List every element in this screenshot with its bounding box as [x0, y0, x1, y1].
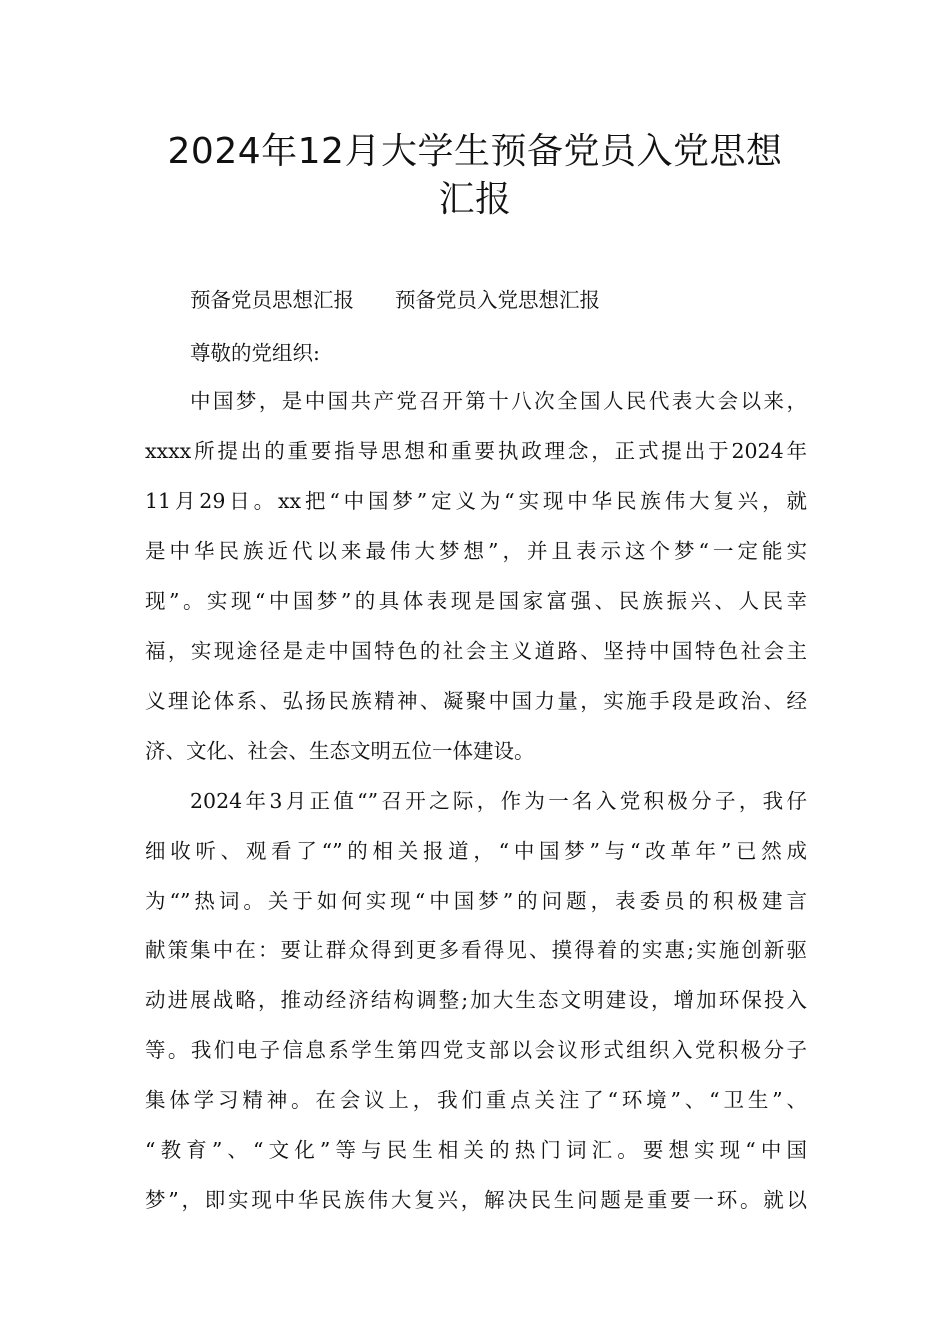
title-line-2: 汇报: [438, 179, 512, 220]
paragraph-1-line: xxxx所提出的重要指导思想和重要执政理念，正式提出于2024年: [145, 439, 807, 463]
paragraph-2-line: 2024年3月正值“”召开之际，作为一名入党积极分子，我仔: [190, 789, 807, 813]
paragraph-2-line: 为“”热词。关于如何实现“中国梦”的问题，表委员的积极建言: [145, 889, 807, 913]
paragraph-2-line: “教育”、“文化”等与民生相关的热门词汇。要想实现“中国: [145, 1138, 807, 1162]
paragraph-2-line: 等。我们电子信息系学生第四党支部以会议形式组织入党积极分子: [145, 1038, 807, 1062]
paragraph-2-line: 动进展战略，推动经济结构调整;加大生态文明建设，增加环保投入: [145, 988, 807, 1012]
paragraph-1-line: 现”。实现“中国梦”的具体表现是国家富强、民族振兴、人民幸: [145, 589, 807, 613]
paragraph-2-line: 献策集中在：要让群众得到更多看得见、摸得着的实惠;实施创新驱: [145, 938, 807, 962]
paragraph-2-line: 细收听、观看了“”的相关报道，“中国梦”与“改革年”已然成: [145, 839, 807, 863]
paragraph-1-line: 义理论体系、弘扬民族精神、凝聚中国力量，实施手段是政治、经: [145, 689, 807, 713]
paragraph-1-line: 中国梦，是中国共产党召开第十八次全国人民代表大会以来，: [190, 389, 807, 413]
salutation: 尊敬的党组织:: [190, 341, 320, 365]
paragraph-1-line: 济、文化、社会、生态文明五位一体建设。: [145, 739, 535, 763]
paragraph-1-line: 11月29日。xx把“中国梦”定义为“实现中华民族伟大复兴，就: [145, 489, 807, 513]
header-line: 预备党员思想汇报 预备党员入党思想汇报: [190, 288, 600, 312]
title-line-1: 2024年12月大学生预备党员入党思想: [167, 131, 783, 172]
paragraph-2-line: 梦”，即实现中华民族伟大复兴，解决民生问题是重要一环。就以: [145, 1188, 807, 1212]
paragraph-2-line: 集体学习精神。在会议上，我们重点关注了“环境”、“卫生”、: [145, 1088, 807, 1112]
document-title: [120, 128, 830, 224]
paragraph-1-line: 是中华民族近代以来最伟大梦想”，并且表示这个梦“一定能实: [145, 539, 807, 563]
paragraph-1-line: 福，实现途径是走中国特色的社会主义道路、坚持中国特色社会主: [145, 639, 807, 663]
